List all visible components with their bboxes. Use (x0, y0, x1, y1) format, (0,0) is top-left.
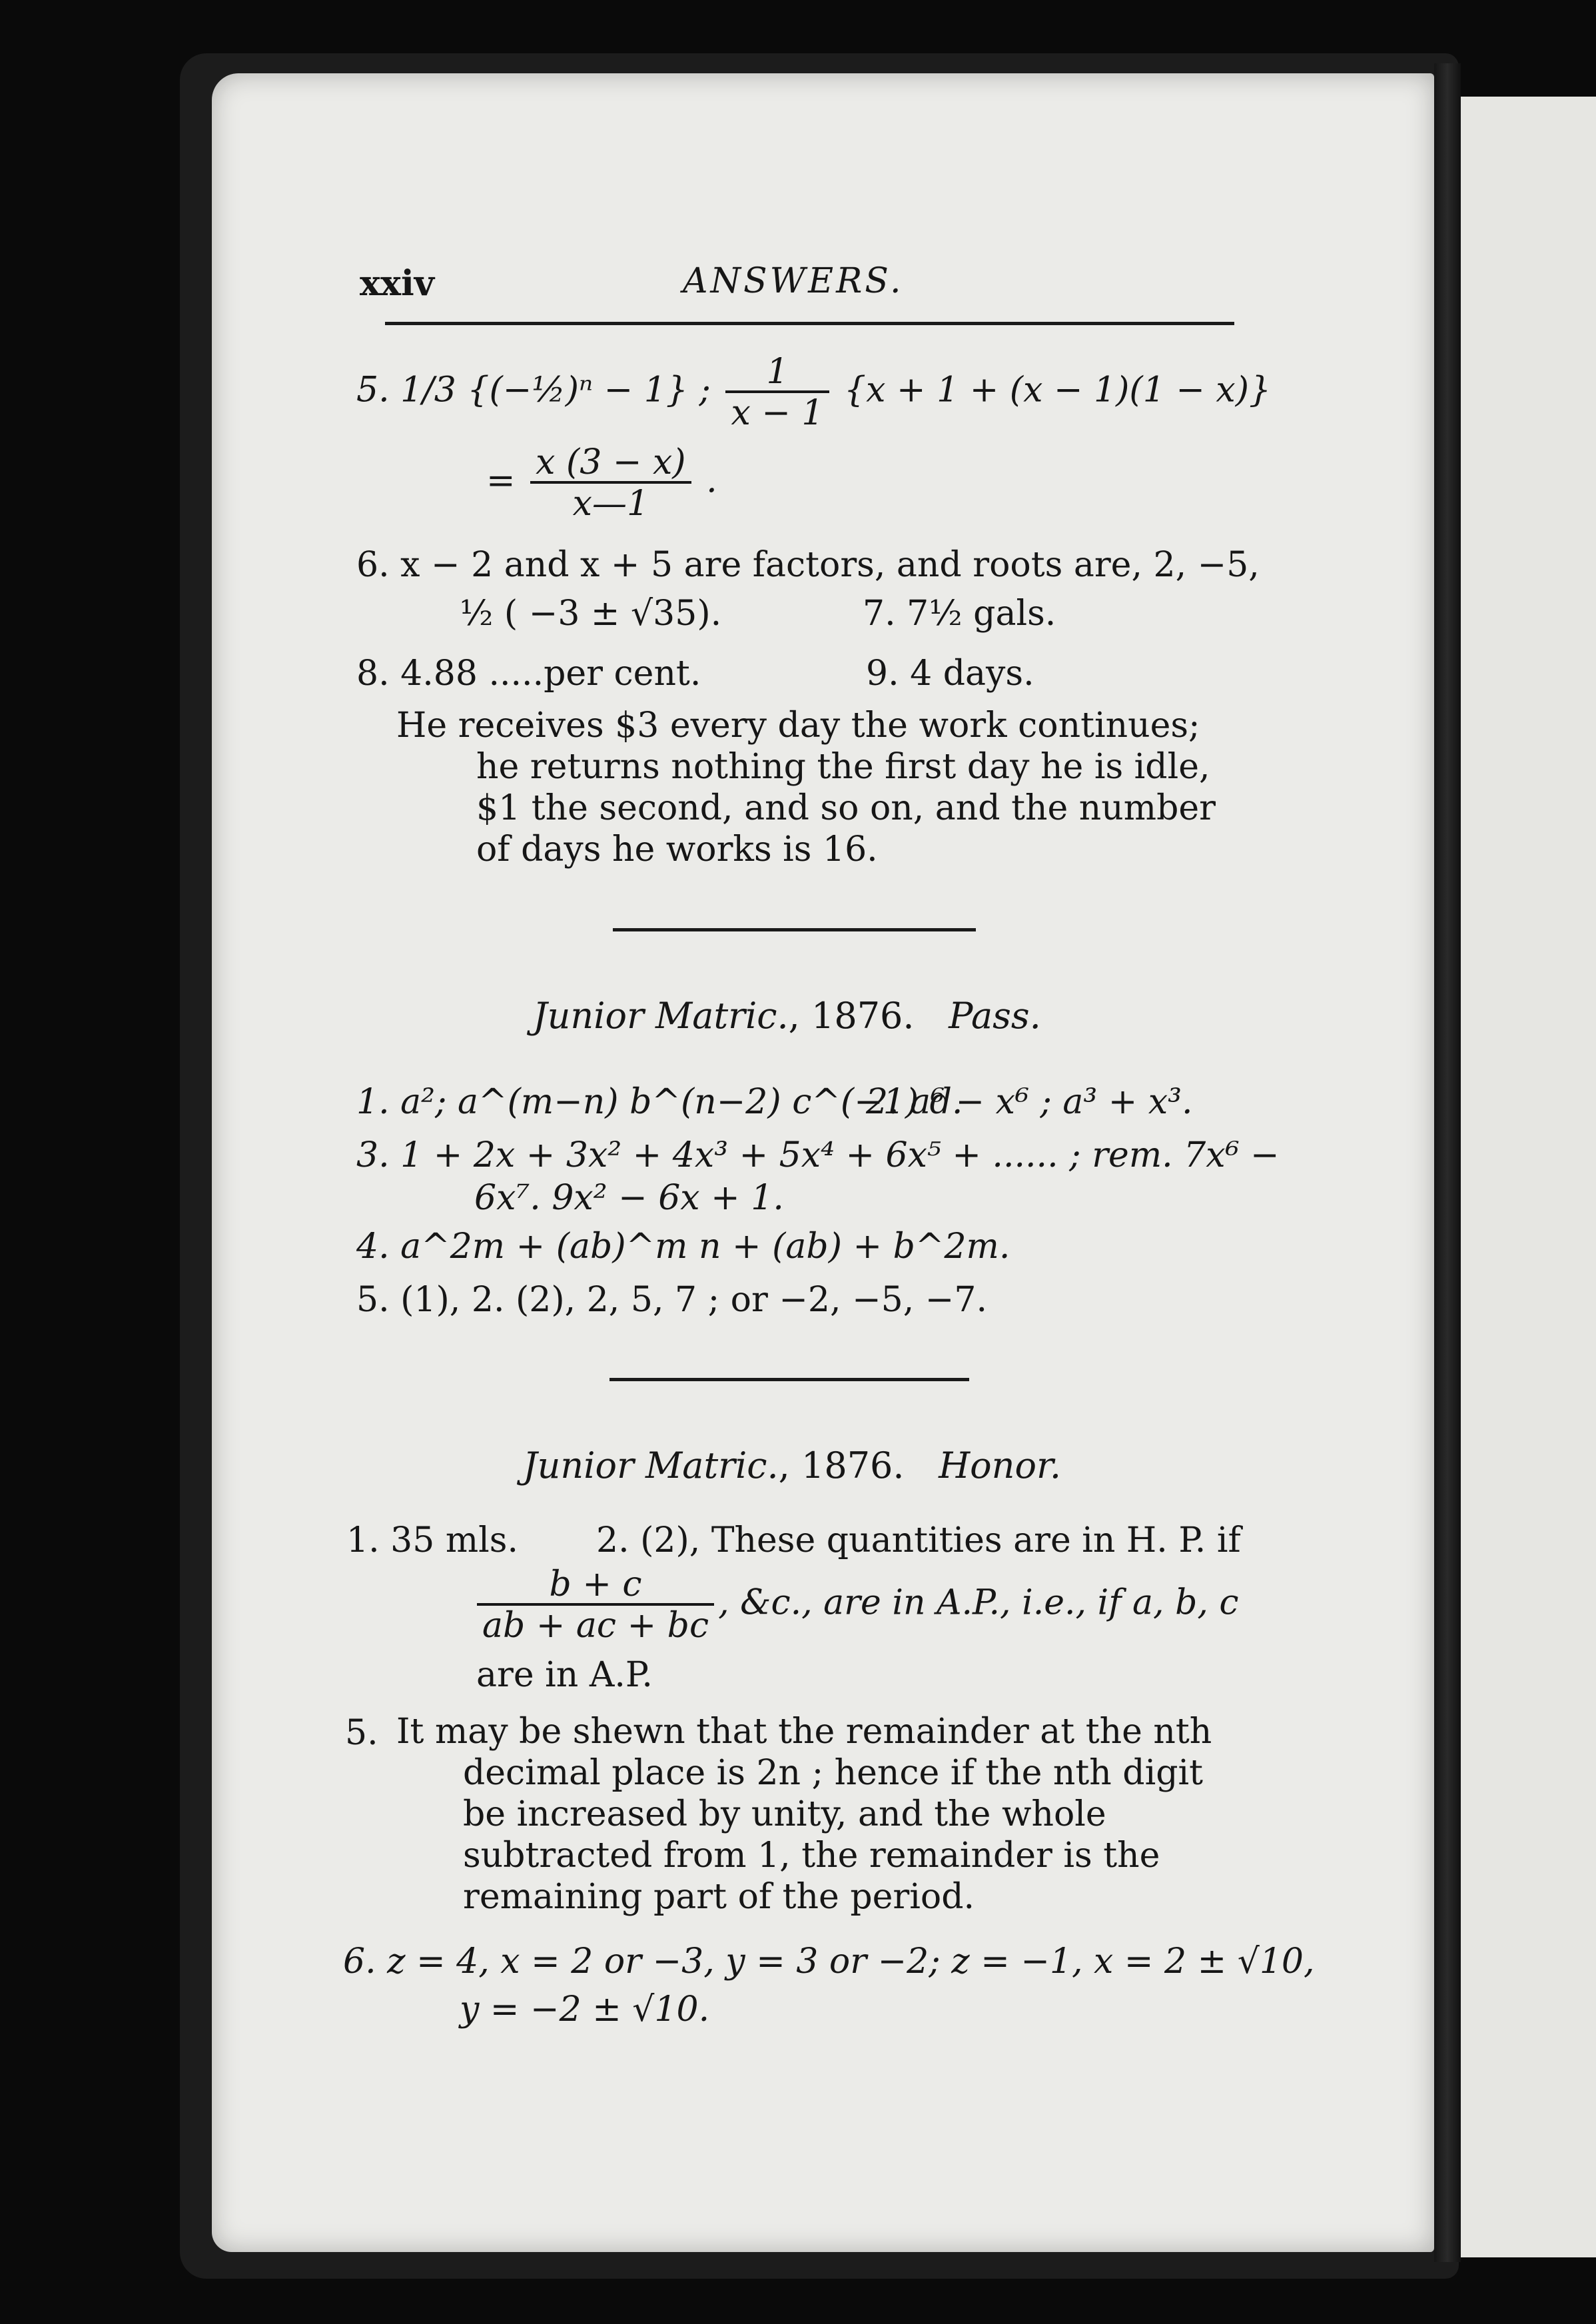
answer-5-fraction (725, 352, 829, 433)
header-rule (385, 322, 1234, 325)
answer-5-result-den: x—1 (530, 481, 691, 521)
facing-page-edge (1461, 97, 1596, 2257)
honor-answer-6-line1: 6. z = 4, x = 2 or −3, y = 3 or −2; z = −1, x = 2 ± √10, (343, 1942, 1315, 1982)
honor-answer-2-end: are in A.P. (476, 1655, 653, 1695)
answer-5-frac-num: 1 (766, 352, 789, 392)
honor-answer-2-frac (477, 1564, 714, 1646)
answer-6-line2: ½ ( −3 ± √35). (460, 594, 722, 634)
answer-10-paragraph: He receives $3 every day the work continues; he returns nothing the first day he is idle, $1 the second, and so on, and the number of days he works is 16. (396, 706, 1216, 870)
honor-answer-2-frac-den: ab + ac + bc (477, 1603, 714, 1643)
book-spine (1434, 63, 1461, 2262)
honor-answer-2-rest: , &c., are in A.P., i.e., if a, b, c (718, 1582, 1239, 1623)
section-separator-1 (613, 928, 976, 931)
answer-7: 7. 7½ gals. (863, 594, 1056, 634)
pass-section-heading (533, 995, 1041, 1037)
honor-answer-5-text: It may be shewn that the remainder at the nth decimal place is 2n ; hence if the nth digit be increased by unity, and the whole subtracted from 1, the remainder is the remaining part of the period. (396, 1712, 1212, 1917)
pass-heading-exam: Junior Matric. (533, 995, 789, 1037)
answer-5-expr2: {x + 1 + (x − 1)(1 − x)} (844, 370, 1272, 410)
answer-5-result (530, 442, 691, 524)
pass-answer-4: 4. a^2m + (ab)^m n + (ab) + b^2m. (356, 1227, 1010, 1267)
page-folio: xxiv (360, 263, 434, 304)
pass-answer-1: 1. a²; a^(m−n) b^(n−2) c^(−1) d. (356, 1082, 963, 1122)
answer-9: 9. 4 days. (866, 654, 1034, 694)
honor-answer-2-frac-num: b + c (549, 1564, 642, 1604)
answer-5-label: 5. (356, 370, 390, 410)
honor-heading-exam: Junior Matric. (523, 1445, 779, 1486)
answer-6-line1: 6. x − 2 and x + 5 are factors, and roots are, 2, −5, (356, 545, 1260, 585)
section-separator-2 (609, 1378, 969, 1381)
answer-5-equals: = (486, 460, 516, 501)
pass-answer-2: 2. a⁶ − x⁶ ; a³ + x³. (866, 1082, 1193, 1122)
honor-section-heading (523, 1445, 1061, 1486)
pass-heading-year: , 1876. (788, 995, 915, 1037)
honor-answer-2-intro: 2. (2), These quantities are in H. P. if (596, 1520, 1241, 1560)
pass-answer-5: 5. (1), 2. (2), 2, 5, 7 ; or −2, −5, −7. (356, 1280, 987, 1320)
answer-5-coef: 1/3 (400, 370, 456, 410)
answer-8: 8. 4.88 .....per cent. (356, 654, 701, 694)
answer-5-expr1: {(−½)ⁿ − 1} (467, 370, 688, 410)
honor-answer-5-label: 5. (345, 1713, 378, 1753)
answer-5-separator: ; (699, 370, 711, 410)
honor-heading-type: Honor. (939, 1445, 1062, 1486)
answer-5-result-end: . (706, 460, 717, 501)
pass-answer-3-line2: 6x⁷. 9x² − 6x + 1. (474, 1178, 784, 1218)
answer-5-line1 (356, 352, 1272, 433)
honor-answer-1: 1. 35 mls. (346, 1520, 518, 1560)
pass-heading-type: Pass. (949, 995, 1041, 1037)
pass-answer-3-line1: 3. 1 + 2x + 3x² + 4x³ + 5x⁴ + 6x⁵ + ...... ; rem. 7x⁶ − (356, 1135, 1280, 1175)
honor-answer-2-fraction (473, 1564, 1239, 1646)
answer-5-result-num: x (3 − x) (536, 442, 686, 482)
running-title: ANSWERS. (683, 261, 904, 301)
honor-answer-6-line2: y = −2 ± √10. (460, 1990, 710, 2030)
answer-5-line2 (486, 442, 717, 524)
honor-heading-year: , 1876. (778, 1445, 905, 1486)
answer-5-frac-den: x − 1 (725, 390, 829, 430)
